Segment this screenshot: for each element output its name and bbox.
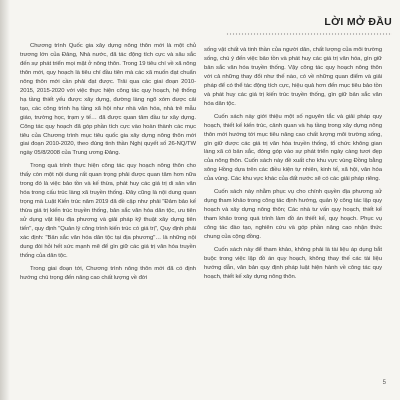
paragraph: Trong giai đoạn tới, Chương trình nông thôn mới đã có định hướng chú trọng đến nâng cao chất lượng về đời <box>20 265 196 281</box>
paragraph: Cuốn sách này để tham khảo, không phải là tài liệu áp dụng bắt buộc trong việc lập đồ án quy hoạch, không thay thế các tài liệu hướng dẫn, văn bản quy định pháp luật hiện hành về công tác quy hoạch, thiết kế xây dựng nông thôn. <box>204 247 382 280</box>
paragraph: Chương trình Quốc gia xây dựng nông thôn mới là một chủ trương lớn của Đảng, Nhà nước, đã tác động tích cực và sâu sắc đến sự phát triển mọi mặt ở nông thôn. Trong 19 tiêu chí về xã nông thôn mới, quy hoạch là tiêu chí đầu tiên mà các xã muốn đạt chuẩn nông thôn mới cần phải đạt được. Trải qua các giai đoạn 2010-2015, 2015-2020 với việc thực hiện công tác quy hoạch, hệ thống hạ tầng thiết yếu được xây dựng, đường làng ngõ xóm được cải tạo, các công trình hạ tầng xã hội như nhà văn hóa, nhà trẻ mẫu giáo, trường học, trạm y tế… đã được quan tâm đầu tư xây dựng. Công tác quy hoạch đã góp phần tích cực vào hoàn thành các mục tiêu của Chương trình mục tiêu quốc gia xây dựng nông thôn mới giai đoạn 2010-2020, theo đúng tinh thần Nghị quyết số 26-NQ/TW ngày 05/8/2008 của Trung ương Đảng. <box>20 43 196 157</box>
left-text-column <box>20 42 196 287</box>
paragraph: sống vật chất và tinh thần của người dân, chất lượng của môi trường sống, chú ý đến việc bảo tồn và phát huy các giá trị văn hóa, gìn giữ bản sắc văn hóa truyền thống. Vậy công tác quy hoạch nông thôn với cả những thay đổi như thế nào, có về những quan điểm và giải pháp để có thể tác động tích cực, hiệu quả hơn đến mục tiêu bảo tồn và phát huy các giá trị kiến trúc truyền thống, gìn giữ bản sắc văn hóa dân tộc. <box>204 47 382 107</box>
page-gutter-shadow <box>0 0 10 400</box>
page-number: 5 <box>382 380 386 386</box>
paragraph: Cuốn sách này nhằm phục vụ cho chính quyền địa phương sử dụng tham khảo trong công tác định hướng, quản lý công tác lập quy hoạch và xây dựng nông thôn; Các nhà tư vấn quy hoạch, thiết kế tham khảo trong quá trình làm đồ án thiết kế, quy hoạch. Phục vụ công tác đào tạo, nghiên cứu và góp phần nâng cao nhận thức chung của cộng đồng. <box>204 189 382 241</box>
heading-dotted-rule <box>226 33 392 35</box>
page-heading: LỜI MỞ ĐẦU <box>324 16 392 28</box>
paragraph: Cuốn sách này giới thiệu một số nguyên tắc và giải pháp quy hoạch, thiết kế kiến trúc, cảnh quan và hạ tầng trong xây dựng nông thôn mới hướng tới mục tiêu nâng cao chất lượng môi trường sống, gìn giữ được các giá trị văn hóa truyền thống, tổ chức không gian làng xã có bản sắc, đóng góp vào sự phát triển ngày càng tươi đẹp của nông thôn. Cuốn sách này đề xuất cho khu vực vùng Đồng bằng sông Hồng dựa trên các điều kiện tự nhiên, kinh tế, xã hội, văn hóa của vùng. Các khu vực khác của đất nước sẽ có các giải pháp riêng. <box>204 113 382 183</box>
right-text-column <box>204 46 382 286</box>
paragraph: Trong quá trình thực hiện công tác quy hoạch nông thôn cho thấy còn một nội dung rất quan trọng phải được quan tâm hơn nữa trong đó là việc bảo tồn và kế thừa, phát huy các giá trị di sản văn hóa trong cấu trúc làng xã truyền thống. Đây cũng là nội dung quan trọng mà Luật Kiến trúc năm 2019 đã đề cập như phải "Đảm bảo kế thừa giá trị kiến trúc truyền thống, bản sắc văn hóa dân tộc, ưu tiên sử dụng vật liệu địa phương và giải pháp kỹ thuật xây dựng tiên tiến", quy định "Quản lý công trình kiến trúc có giá trị", Quy định phải xác định: "Bản sắc văn hóa dân tộc tại địa phương"… là những nội dung đòi hỏi hết sức mạnh mẽ để gìn giữ các giá trị văn hóa truyền thống của dân tộc. <box>20 163 196 259</box>
